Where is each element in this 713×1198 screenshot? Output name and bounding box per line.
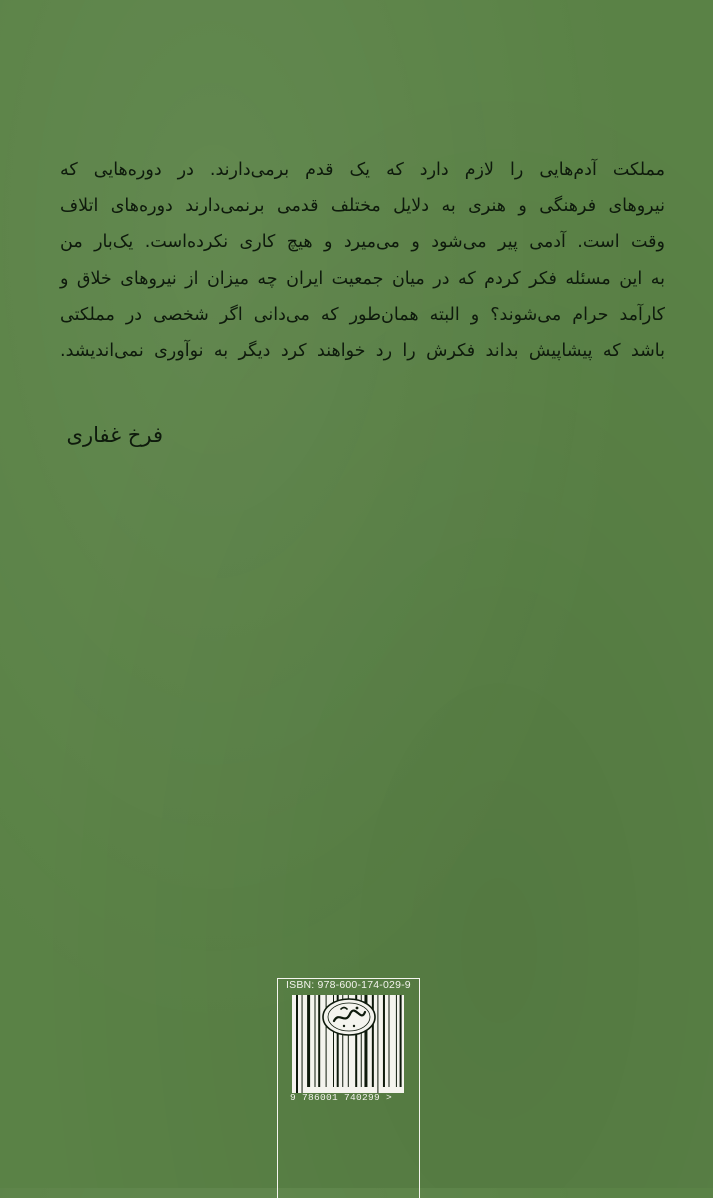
blurb-line: باشد که پیشاپیش بداند فکرش را رد خواهند کرد دیگر به نوآوری نمی‌اندیشد.: [60, 341, 665, 362]
barcode-bar: [315, 995, 316, 1087]
barcode-bar: [307, 995, 310, 1087]
blurb-text: [60, 152, 665, 369]
barcode-bar: [302, 995, 303, 1093]
isbn-label: ISBN: 978-600-174-029-9: [286, 979, 411, 991]
blurb-line: به این مسئله فکر کردم که در میان جمعیت ایران چه میزان از نیروهای خلاق و: [60, 268, 665, 289]
barcode-bar: [389, 995, 390, 1087]
barcode-bar: [396, 995, 397, 1087]
blurb-line: نیروهای فرهنگی و هنری به دلایل مختلف قدمی برنمی‌دارند دوره‌های اتلاف: [60, 196, 665, 217]
barcode-digits: 9 786001 740299 >: [290, 1092, 393, 1103]
blurb-line: وقت است. آدمی پیر می‌شود و می‌میرد و هیچ کاری نکرده‌است. یک‌بار من: [60, 232, 665, 253]
isbn-barcode-box: [277, 978, 420, 1198]
publisher-seal-icon: [319, 995, 379, 1039]
author-name: فرخ غفاری: [66, 423, 163, 447]
barcode-bar: [296, 995, 298, 1093]
barcode: [292, 995, 404, 1097]
barcode-bar: [400, 995, 402, 1087]
blurb-line: کارآمد حرام می‌شوند؟ و البته همان‌طور که می‌دانی اگر شخصی در مملکتی: [60, 304, 665, 325]
barcode-bar: [383, 995, 385, 1087]
blurb-line: مملکت آدم‌هایی را لازم دارد که یک قدم برمی‌دارند. در دوره‌هایی که: [60, 160, 665, 180]
